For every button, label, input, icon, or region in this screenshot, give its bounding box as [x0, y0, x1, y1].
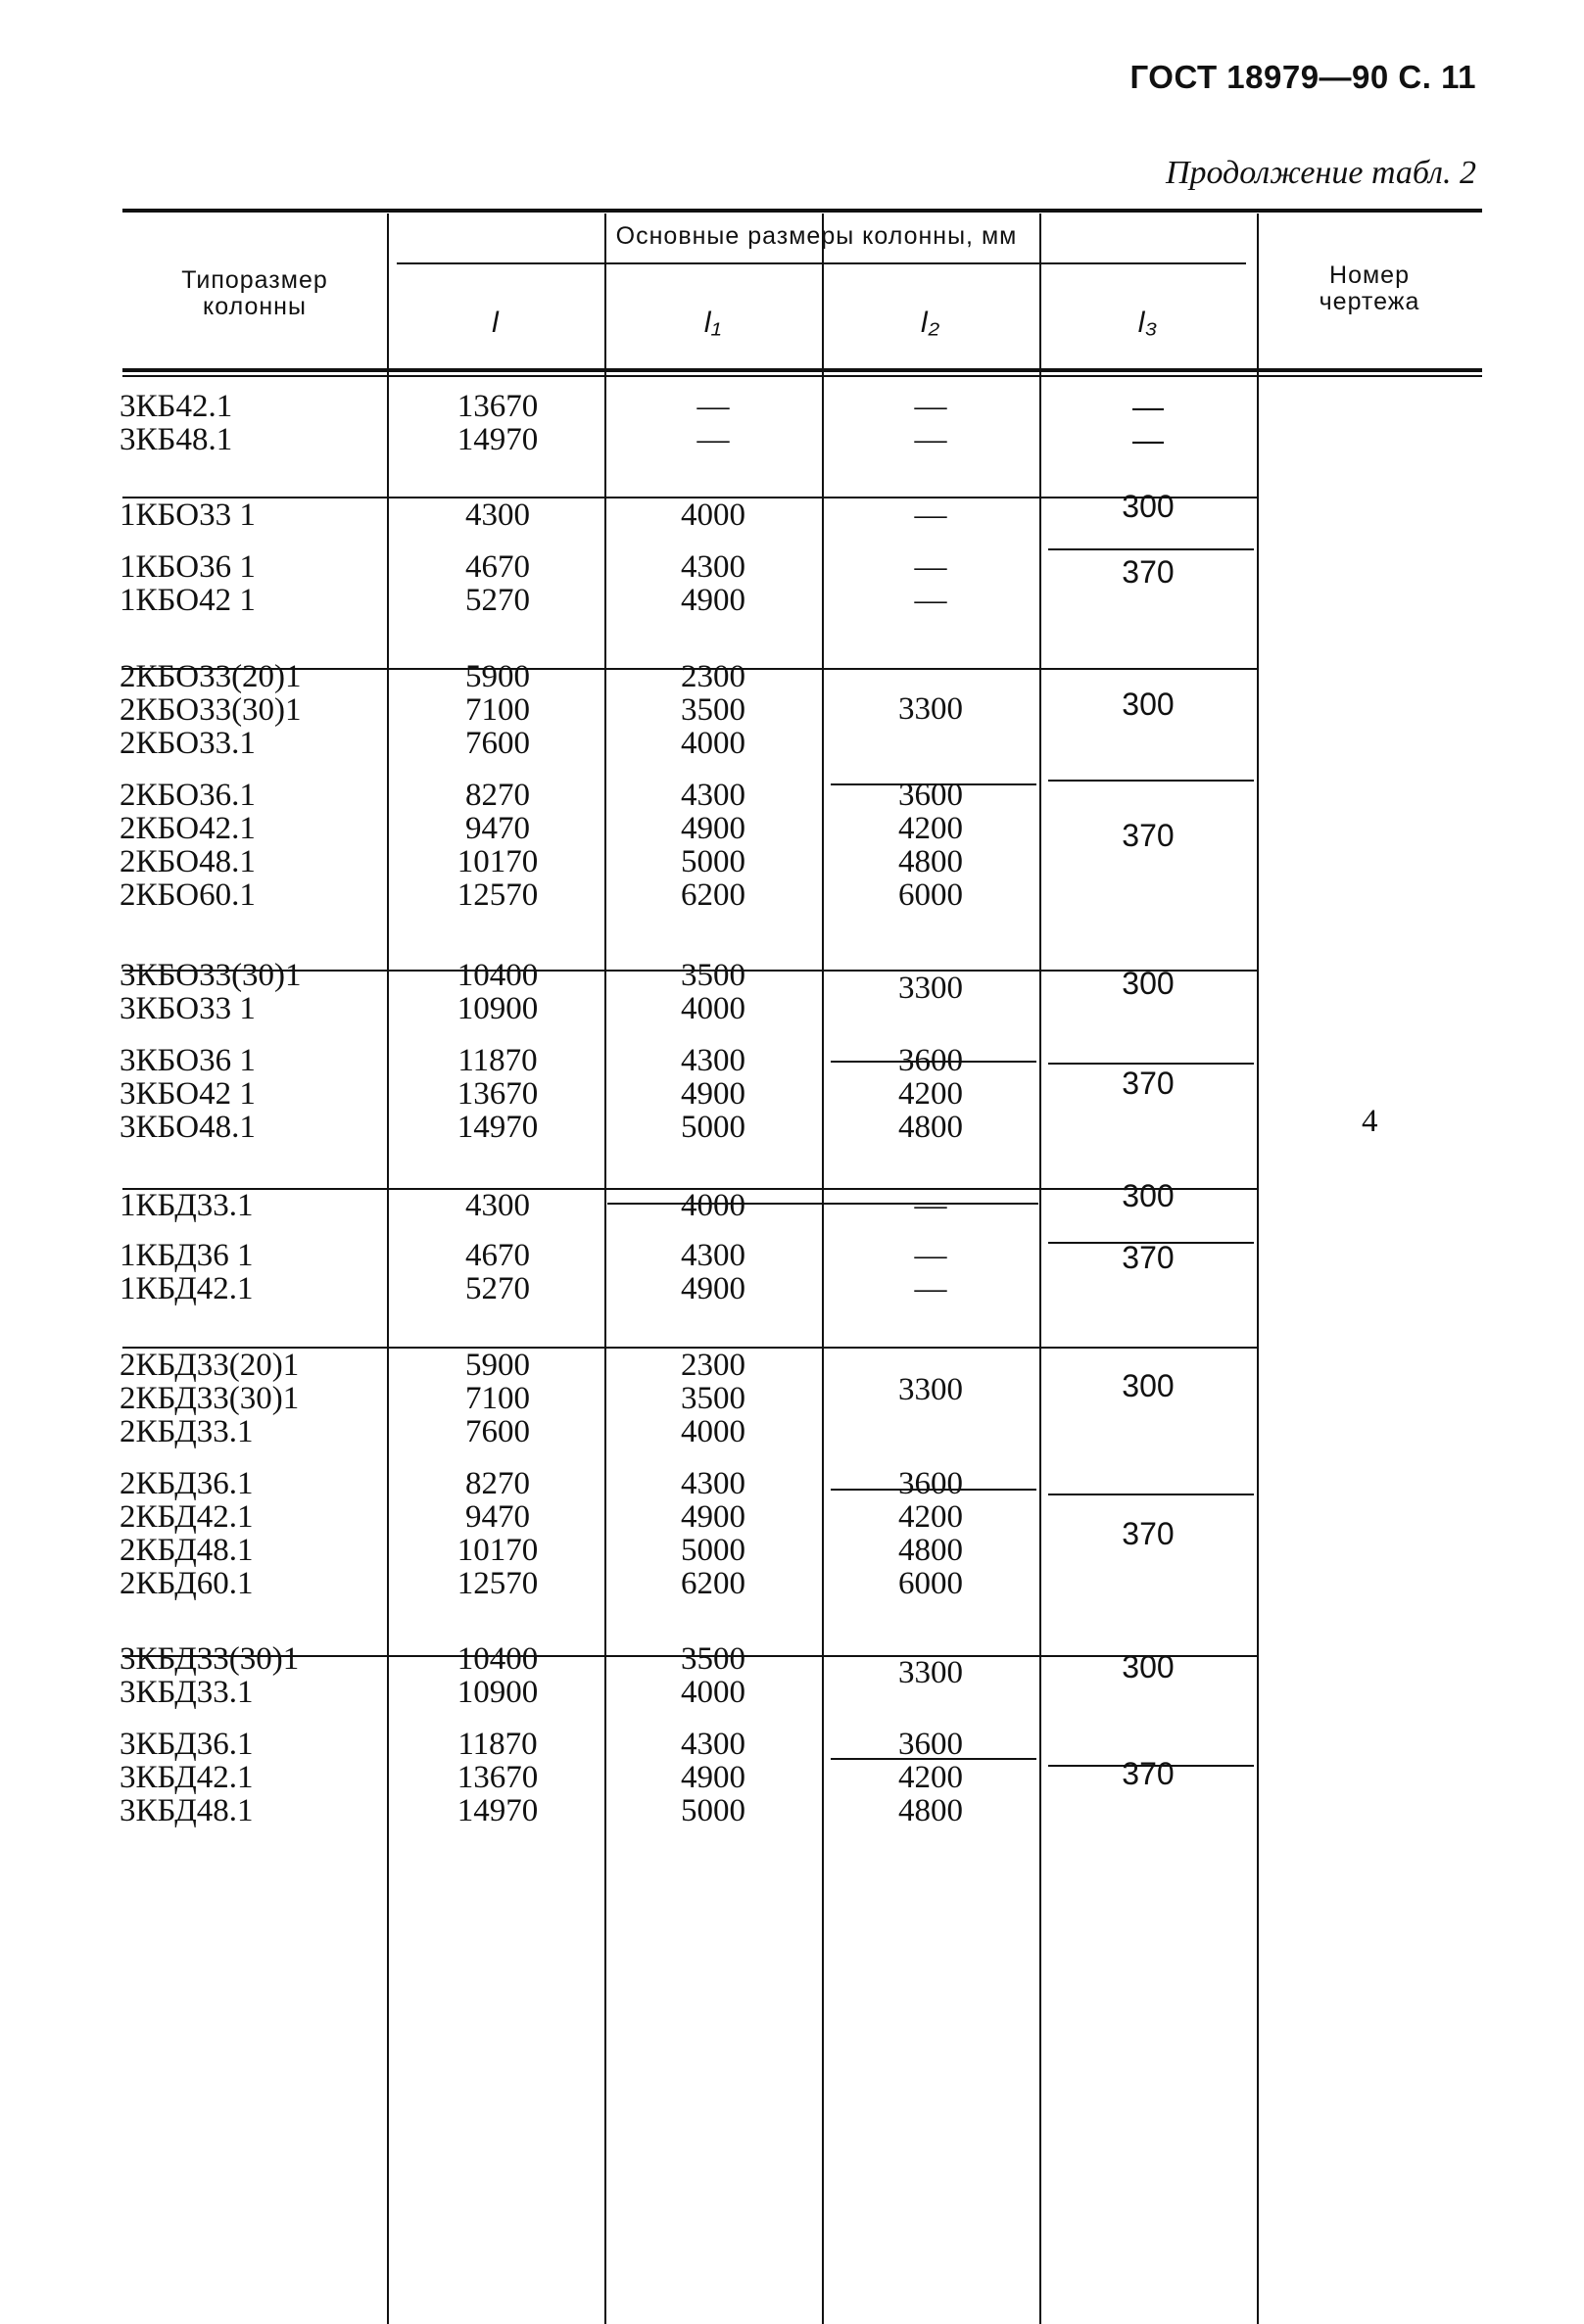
cell-l2: 4800 [898, 844, 963, 879]
cell-l: 4300 [465, 498, 530, 533]
cell-l: 4670 [465, 549, 530, 585]
cell-l2: 3600 [898, 1727, 963, 1762]
cell-l2: 4800 [898, 1533, 963, 1568]
cell-l2: 3300 [898, 1372, 963, 1407]
cell-l2: 3300 [898, 971, 963, 1006]
cell-l: 10400 [456, 958, 539, 993]
cell-l1: 2300 [681, 659, 745, 694]
column-rule [822, 213, 824, 2324]
header-l3: l₃ [1137, 307, 1159, 339]
l3-subrule [1048, 1494, 1254, 1495]
row-name: 3КБО33(30)1 [120, 958, 302, 993]
header-l2: l₂ [920, 307, 941, 339]
cell-l: 13670 [456, 389, 539, 424]
page-header: ГОСТ 18979—90 С. 11 [1129, 59, 1476, 95]
group-rule [122, 1188, 1259, 1190]
cell-l1: 5000 [681, 1793, 745, 1828]
cell-l: 5270 [465, 1271, 530, 1306]
row-name: 2КБД60.1 [120, 1566, 254, 1601]
l2-subrule [831, 1061, 1036, 1063]
cell-l: 7100 [465, 692, 530, 728]
cell-l1: 4300 [681, 1727, 745, 1762]
cell-l1: 3500 [681, 692, 745, 728]
cell-l: 10900 [456, 1675, 539, 1710]
group-rule [122, 1347, 1259, 1349]
drawing-number-value: 4 [1362, 1104, 1378, 1139]
cell-l: 7100 [465, 1381, 530, 1416]
cell-l: 10170 [456, 844, 539, 879]
header-bottom-rule-2 [122, 375, 1482, 377]
cell-l: 4300 [465, 1188, 530, 1223]
row-name: 1КБД33.1 [120, 1188, 254, 1223]
cell-l1: 4000 [681, 498, 745, 533]
row-name: 1КБД36 1 [120, 1238, 254, 1273]
row-name: 2КБО48.1 [120, 844, 256, 879]
cell-l: 11870 [457, 1043, 538, 1078]
row-name: 2КБД48.1 [120, 1533, 254, 1568]
cell-l2: 4200 [898, 1499, 963, 1535]
row-name: 2КБД33(30)1 [120, 1381, 300, 1416]
cell-l: 5900 [465, 659, 530, 694]
row-name: 3КБО48.1 [120, 1110, 256, 1145]
cell-l: 10900 [456, 991, 539, 1026]
header-l1: l₁ [703, 307, 723, 339]
cell-l3: 370 [1122, 554, 1175, 590]
cell-l3: 300 [1122, 1178, 1175, 1213]
group-rule [122, 668, 1259, 670]
row-name: 2КБД36.1 [120, 1466, 254, 1501]
l3-subrule [1048, 1063, 1254, 1065]
column-rule [1039, 213, 1041, 2324]
cell-l1: 4000 [681, 1675, 745, 1710]
cell-l1: 4000 [681, 991, 745, 1026]
cell-l2: 3300 [898, 1655, 963, 1690]
row-name: 2КБД33.1 [120, 1414, 254, 1449]
cell-l1: 4300 [681, 1238, 745, 1273]
cell-l1: — [696, 389, 730, 424]
row-name: 1КБО36 1 [120, 549, 256, 585]
cell-l2: — [914, 1271, 947, 1306]
cell-l2: 3600 [898, 778, 963, 813]
cell-l1: 2300 [681, 1348, 745, 1383]
cell-l2: 6000 [898, 877, 963, 913]
cell-l1: 4000 [681, 1188, 745, 1223]
cell-l2: 6000 [898, 1566, 963, 1601]
cell-l: 8270 [465, 778, 530, 813]
row-name: 3КБД33(30)1 [120, 1641, 300, 1677]
cell-l3: 300 [1122, 687, 1175, 722]
row-name: 3КБД36.1 [120, 1727, 254, 1762]
cell-l1: 3500 [681, 1641, 745, 1677]
cell-l1: 4900 [681, 1271, 745, 1306]
cell-l: 8270 [465, 1466, 530, 1501]
cell-l1: 5000 [681, 1110, 745, 1145]
row-name: 2КБО36.1 [120, 778, 256, 813]
cell-l: 14970 [456, 1793, 539, 1828]
cell-l: 9470 [465, 811, 530, 846]
l3-subrule [1048, 1765, 1254, 1767]
group-rule [122, 1655, 1259, 1657]
cell-l: 12570 [456, 1566, 539, 1601]
cell-l2: 4200 [898, 1076, 963, 1112]
cell-l3: — [1132, 422, 1164, 457]
row-name: 2КБО33.1 [120, 726, 256, 761]
row-name: 3КБД42.1 [120, 1760, 254, 1795]
cell-l1: 4300 [681, 549, 745, 585]
cell-l1: 4300 [681, 1043, 745, 1078]
l3-subrule [1048, 780, 1254, 782]
row-name: 2КБО42.1 [120, 811, 256, 846]
cell-l3: 370 [1122, 1516, 1175, 1551]
cell-l1: 5000 [681, 844, 745, 879]
cell-l2: 4800 [898, 1110, 963, 1145]
cell-l3: 370 [1122, 1066, 1175, 1101]
cell-l2: — [914, 498, 947, 533]
row-name: 3КБО33 1 [120, 991, 256, 1026]
cell-l: 14970 [456, 422, 539, 457]
row-name: 3КБО42 1 [120, 1076, 256, 1112]
cell-l1: 5000 [681, 1533, 745, 1568]
cell-l: 5900 [465, 1348, 530, 1383]
l2-subrule [831, 1489, 1036, 1491]
header-bottom-rule [122, 368, 1482, 372]
cell-l: 4670 [465, 1238, 530, 1273]
cell-l1: 4300 [681, 1466, 745, 1501]
cell-l1: 4900 [681, 583, 745, 618]
cell-l1: — [696, 422, 730, 457]
cell-l1: 4900 [681, 1760, 745, 1795]
cell-l2: — [914, 389, 947, 424]
cell-l: 14970 [456, 1110, 539, 1145]
cell-l: 5270 [465, 583, 530, 618]
cell-l3: 370 [1122, 818, 1175, 853]
cell-l2: — [914, 1188, 947, 1223]
table-continuation-label: Продолжение табл. 2 [1165, 155, 1476, 191]
group-rule [122, 970, 1259, 972]
group-rule [122, 497, 1259, 498]
l3-subrule [1048, 548, 1254, 550]
cell-l: 9470 [465, 1499, 530, 1535]
row-name: 3КБО36 1 [120, 1043, 256, 1078]
cell-l2: — [914, 549, 947, 585]
cell-l: 7600 [465, 726, 530, 761]
l2-subrule [831, 1758, 1036, 1760]
table-top-rule [122, 209, 1482, 213]
row-name: 2КБО33(20)1 [120, 659, 302, 694]
header-type: Типоразмер колонны [181, 266, 328, 320]
cell-l1: 4300 [681, 778, 745, 813]
cell-l: 13670 [456, 1760, 539, 1795]
header-drawing-number: Номер чертежа [1319, 261, 1420, 315]
cell-l2: — [914, 1238, 947, 1273]
cell-l3: 300 [1122, 1368, 1175, 1403]
cell-l2: — [914, 422, 947, 457]
cell-l2: 4200 [898, 1760, 963, 1795]
row-name: 2КБО60.1 [120, 877, 256, 913]
l2-subrule [831, 783, 1036, 785]
column-rule [604, 213, 606, 2324]
cell-l3: 300 [1122, 489, 1175, 524]
cell-l2: 3600 [898, 1043, 963, 1078]
cell-l3: 370 [1122, 1756, 1175, 1791]
row-name: 1КБО42 1 [120, 583, 256, 618]
cell-l3: — [1132, 389, 1164, 424]
row-name: 3КБ48.1 [120, 422, 233, 457]
l3-subrule [1048, 1242, 1254, 1244]
column-rule [1257, 213, 1259, 2324]
header-l: l [492, 307, 500, 339]
cell-l: 13670 [456, 1076, 539, 1112]
cell-l2: 4200 [898, 811, 963, 846]
cell-l: 10400 [456, 1641, 539, 1677]
cell-l3: 300 [1122, 966, 1175, 1001]
cell-l2: 4800 [898, 1793, 963, 1828]
row-name: 3КБ42.1 [120, 389, 233, 424]
cell-l: 7600 [465, 1414, 530, 1449]
cell-l1: 4000 [681, 1414, 745, 1449]
cell-l1: 6200 [681, 877, 745, 913]
cell-l1: 4900 [681, 1076, 745, 1112]
cell-l3: 300 [1122, 1649, 1175, 1684]
cell-l2: — [914, 583, 947, 618]
row-name: 2КБД33(20)1 [120, 1348, 300, 1383]
column-rule [387, 213, 389, 2324]
row-name: 3КБД33.1 [120, 1675, 254, 1710]
cell-l1: 3500 [681, 1381, 745, 1416]
cell-l3: 370 [1122, 1240, 1175, 1275]
row-name: 2КБО33(30)1 [120, 692, 302, 728]
cell-l2: 3600 [898, 1466, 963, 1501]
cell-l1: 3500 [681, 958, 745, 993]
cell-l2: 3300 [898, 691, 963, 727]
cell-l1: 4000 [681, 726, 745, 761]
cell-l1: 6200 [681, 1566, 745, 1601]
cell-l: 10170 [456, 1533, 539, 1568]
header-main-dimensions: Основные размеры колонны, мм [615, 222, 1018, 250]
cell-l: 12570 [456, 877, 539, 913]
cell-l: 11870 [457, 1727, 538, 1762]
row-name: 3КБД48.1 [120, 1793, 254, 1828]
row-name: 1КБД42.1 [120, 1271, 254, 1306]
row-name: 1КБО33 1 [120, 498, 256, 533]
row-name: 2КБД42.1 [120, 1499, 254, 1535]
cell-l1: 4900 [681, 811, 745, 846]
cell-l1: 4900 [681, 1499, 745, 1535]
